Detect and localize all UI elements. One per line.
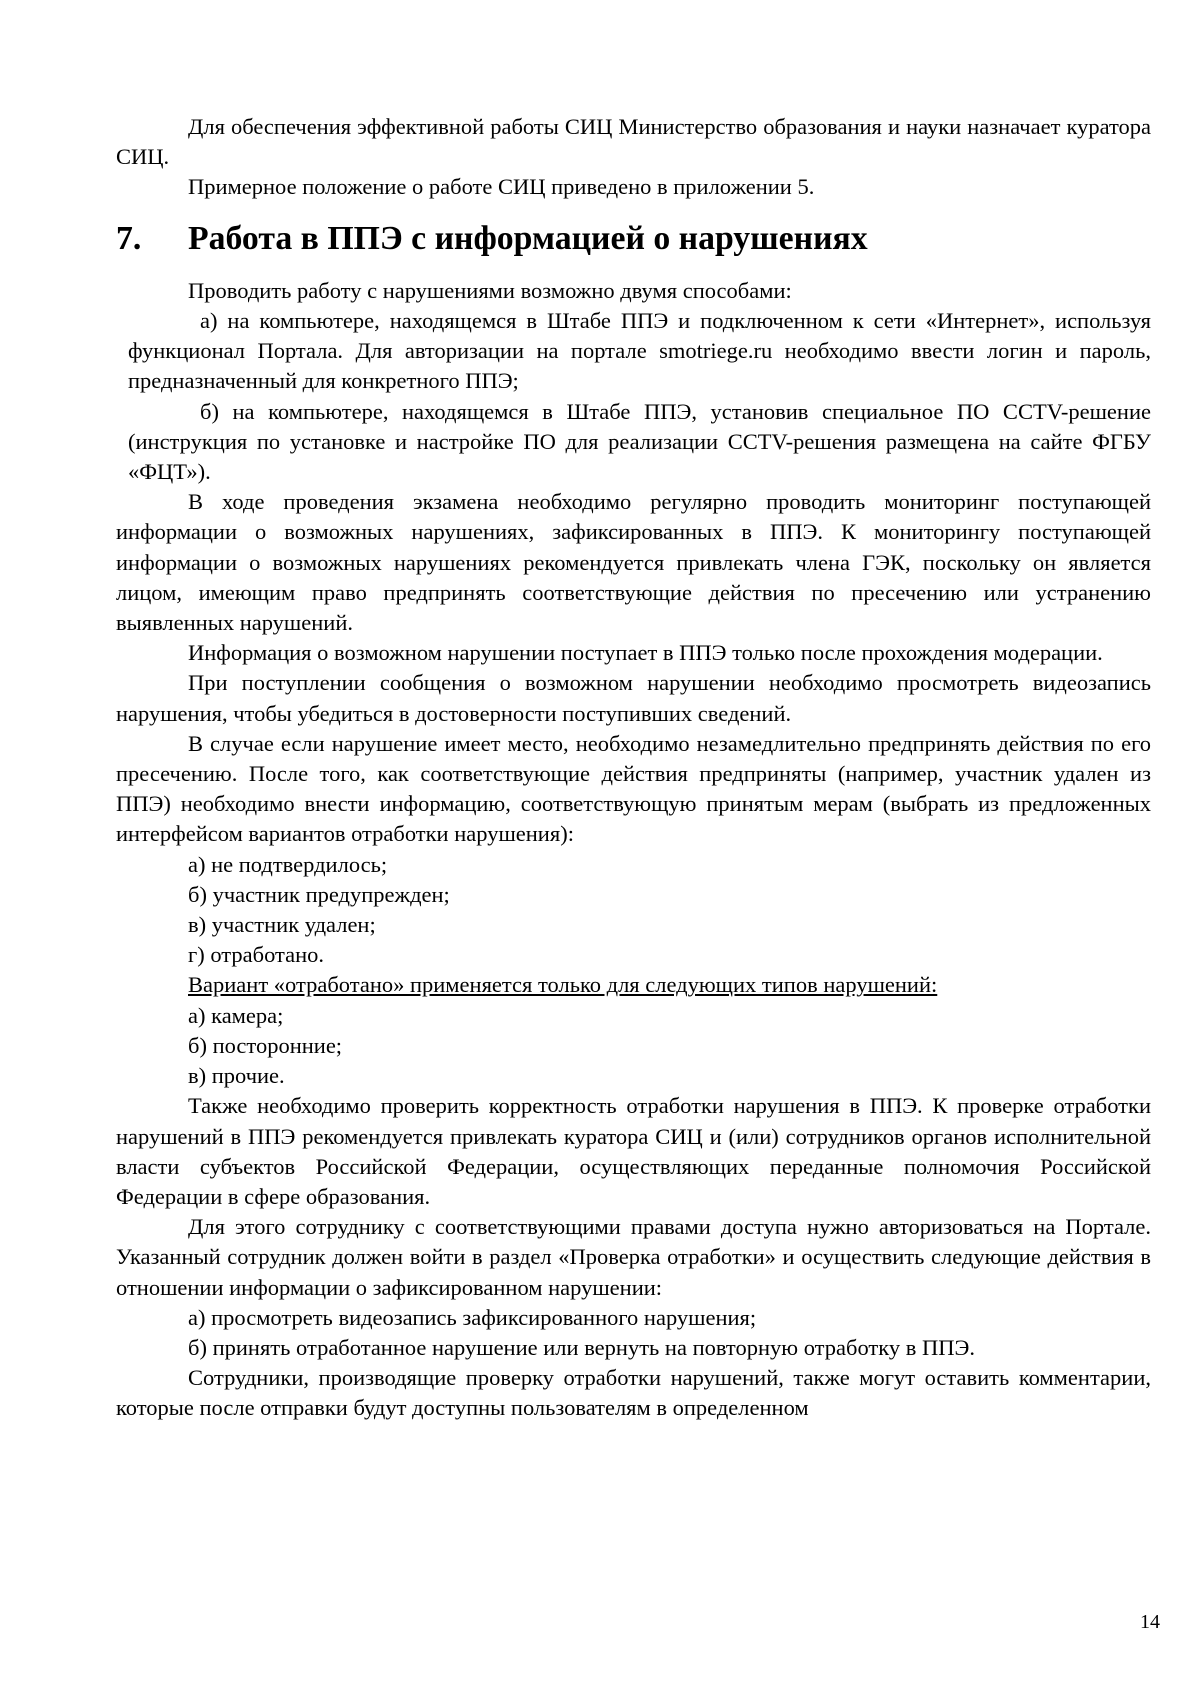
list-item: б) участник предупрежден; <box>188 881 450 907</box>
section-heading <box>116 219 1151 257</box>
list-item: г) отработано. <box>188 942 325 968</box>
comments-paragraph: Сотрудники, производящие проверку отработки нарушений, также могут оставить комментарии, которые после отправки будут доступны пользователям в определенном <box>116 1365 1151 1421</box>
monitoring-paragraph: В ходе проведения экзамена необходимо регулярно проводить мониторинг поступающей информации о возможных нарушениях, зафиксированных в ППЭ. К мониторингу поступающей информации о возможных нарушениях рекомендуется привлекать члена ГЭК, поскольку он является лицом, имеющим право предпринять соответствующие действия по пресечению или устранению выявленных нарушений. <box>116 489 1151 636</box>
list-item: а) камера; <box>188 1002 284 1028</box>
spacer <box>116 254 1151 276</box>
video-paragraph: При поступлении сообщения о возможном нарушении необходимо просмотреть видеозапись нарушения, чтобы убедиться в достоверности поступивших сведений. <box>116 670 1151 726</box>
page-content <box>116 112 1151 1424</box>
page-number: 14 <box>1140 1611 1160 1633</box>
actions-paragraph: В случае если нарушение имеет место, необходимо незамедлительно предпринять действия по его пресечению. После того, как соответствующие действия предприняты (например, участник удален из ППЭ) необходимо внести информацию, соответствующую принятым мерам (выбрать из предложенных интерфейсом вариантов отработки нарушения): <box>116 730 1151 847</box>
method-a: а) на компьютере, находящемся в Штабе ППЭ и подключенном к сети «Интернет», используя функционал Портала. Для авторизации на портале smotriege.ru необходимо ввести логин и пароль, предназначенный для конкретного ППЭ; <box>128 308 1151 394</box>
check-paragraph: Также необходимо проверить корректность отработки нарушения в ППЭ. К проверке отработки нарушений в ППЭ рекомендуется привлекать куратора СИЦ и (или) сотрудников органов исполнительной власти субъектов Российской Федерации, осуществляющих переданные полномочия Российской Федерации в сфере образования. <box>116 1093 1151 1209</box>
list-item: в) прочие. <box>188 1063 285 1089</box>
intro-paragraph-curator: Для обеспечения эффективной работы СИЦ Министерство образования и науки назначает куратора СИЦ. <box>116 114 1151 170</box>
section-number: 7. <box>116 219 142 257</box>
list-item: а) просмотреть видеозапись зафиксированного нарушения; <box>188 1304 757 1330</box>
methods-intro: Проводить работу с нарушениями возможно двумя способами: <box>188 277 792 303</box>
section-title: Работа в ППЭ с информацией о нарушениях <box>188 219 868 257</box>
worked-note-text: Вариант «отработано» применяется только для следующих типов нарушений: <box>188 972 938 998</box>
list-item: б) принять отработанное нарушение или вернуть на повторную отработку в ППЭ. <box>188 1334 975 1360</box>
method-b: б) на компьютере, находящемся в Штабе ППЭ, установив специальное ПО CCTV-решение (инструкция по установке и настройке ПО для реализации CCTV-решения размещена на сайте ФГБУ «ФЦТ»). <box>128 398 1151 485</box>
worked-note <box>116 970 1151 1000</box>
moderation-paragraph: Информация о возможном нарушении поступает в ППЭ только после прохождения модерации. <box>188 640 1103 666</box>
list-item: в) участник удален; <box>188 912 376 938</box>
intro-paragraph-appendix: Примерное положение о работе СИЦ приведено в приложении 5. <box>188 174 815 200</box>
list-item: а) не подтвердилось; <box>188 851 388 877</box>
list-item: б) посторонние; <box>188 1032 343 1058</box>
portal-paragraph: Для этого сотруднику с соответствующими правами доступа нужно авторизоваться на Портале. Указанный сотрудник должен войти в раздел «Проверка отработки» и осуществить следующие действия в отношении информации о зафиксированном нарушении: <box>116 1214 1151 1300</box>
